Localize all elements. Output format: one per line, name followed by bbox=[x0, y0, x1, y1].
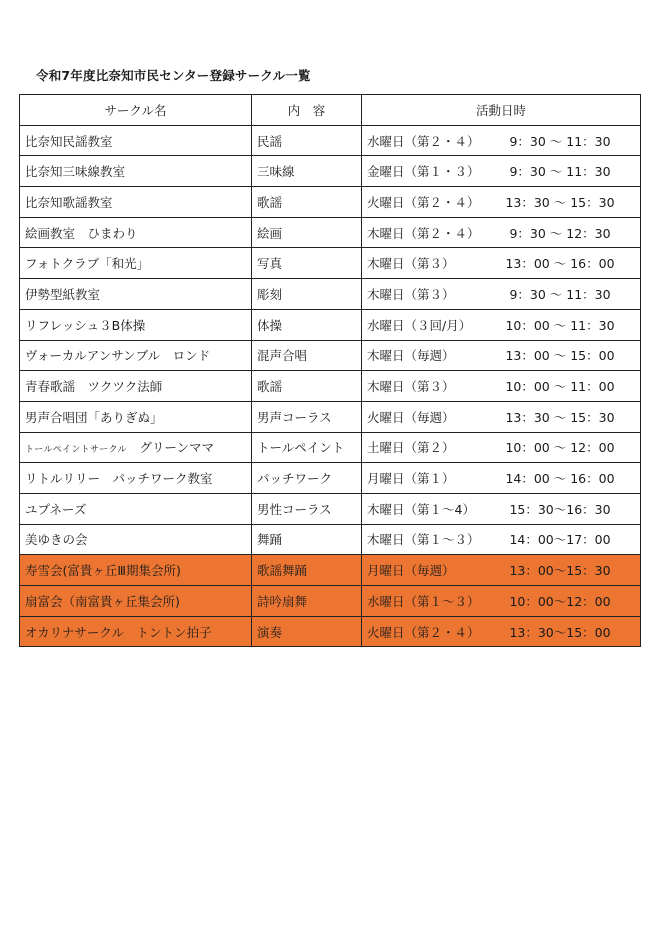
cell-schedule bbox=[362, 156, 641, 187]
cell-schedule bbox=[362, 125, 641, 156]
cell-content: 男性コーラス bbox=[252, 493, 362, 524]
cell-circle-name bbox=[20, 187, 252, 218]
cell-schedule bbox=[362, 279, 641, 310]
schedule-day: 木曜日（毎週） bbox=[367, 348, 455, 364]
circle-table bbox=[19, 94, 641, 647]
table-row bbox=[20, 187, 641, 218]
cell-circle-name bbox=[20, 371, 252, 402]
table-header-row bbox=[20, 95, 641, 126]
circle-name: リトルリリー パッチワーク教室 bbox=[25, 471, 213, 487]
schedule-time: 9：30 ～ 11：30 bbox=[509, 133, 611, 149]
schedule-time: 9：30 ～ 12：30 bbox=[509, 225, 611, 241]
schedule-time: 10：00 ～ 11：00 bbox=[505, 379, 615, 395]
cell-schedule bbox=[362, 432, 641, 463]
header-content: 内 容 bbox=[252, 95, 362, 126]
header-name: サークル名 bbox=[20, 95, 252, 126]
cell-schedule bbox=[362, 248, 641, 279]
table-row bbox=[20, 217, 641, 248]
circle-name: 寿雪会(富貴ヶ丘Ⅲ期集会所) bbox=[25, 563, 181, 579]
cell-circle-name bbox=[20, 524, 252, 555]
schedule-day: 木曜日（第２・４） bbox=[367, 225, 480, 241]
table-row bbox=[20, 524, 641, 555]
header-schedule: 活動日時 bbox=[362, 95, 641, 126]
schedule-time: 13：30 ～ 15：30 bbox=[505, 194, 615, 210]
cell-circle-name bbox=[20, 432, 252, 463]
circle-name: 比奈知三味線教室 bbox=[25, 164, 126, 180]
cell-schedule bbox=[362, 493, 641, 524]
circle-name: ユプネーズ bbox=[25, 501, 87, 517]
cell-circle-name bbox=[20, 555, 252, 586]
cell-circle-name bbox=[20, 125, 252, 156]
schedule-time: 10：00～12：00 bbox=[509, 593, 611, 609]
table-row bbox=[20, 279, 641, 310]
table-row bbox=[20, 463, 641, 494]
cell-content: 演奏 bbox=[252, 616, 362, 647]
schedule-time: 10：00 ～ 11：30 bbox=[505, 317, 615, 333]
circle-name: グリーンママ bbox=[126, 440, 215, 456]
cell-content: 民謡 bbox=[252, 125, 362, 156]
schedule-time: 13：00 ～ 15：00 bbox=[505, 348, 615, 364]
cell-content: 混声合唱 bbox=[252, 340, 362, 371]
circle-name: ヴォーカルアンサンブル ロンド bbox=[25, 348, 211, 364]
schedule-day: 火曜日（第２・４） bbox=[367, 194, 480, 210]
schedule-time: 13：30～15：00 bbox=[509, 624, 611, 640]
schedule-time: 9：30 ～ 11：30 bbox=[509, 164, 611, 180]
cell-schedule bbox=[362, 463, 641, 494]
table-body bbox=[20, 125, 641, 647]
cell-circle-name bbox=[20, 401, 252, 432]
schedule-time: 13：00～15：30 bbox=[509, 563, 611, 579]
circle-name: オカリナサークル トントン拍子 bbox=[25, 624, 212, 640]
cell-schedule bbox=[362, 309, 641, 340]
cell-schedule bbox=[362, 616, 641, 647]
circle-name: 比奈知民謡教室 bbox=[25, 133, 113, 149]
cell-content: 体操 bbox=[252, 309, 362, 340]
cell-content: 詩吟扇舞 bbox=[252, 586, 362, 617]
cell-circle-name bbox=[20, 340, 252, 371]
cell-content: 写真 bbox=[252, 248, 362, 279]
table-row bbox=[20, 125, 641, 156]
cell-content: 歌謡 bbox=[252, 371, 362, 402]
cell-schedule bbox=[362, 371, 641, 402]
schedule-time: 10：00 ～ 12：00 bbox=[505, 440, 615, 456]
cell-content: 絵画 bbox=[252, 217, 362, 248]
schedule-day: 木曜日（第１～３） bbox=[367, 532, 480, 548]
schedule-day: 火曜日（第２・４） bbox=[367, 624, 480, 640]
table-row bbox=[20, 586, 641, 617]
schedule-day: 火曜日（毎週） bbox=[367, 409, 455, 425]
table-row bbox=[20, 401, 641, 432]
schedule-time: 13：30 ～ 15：30 bbox=[505, 409, 615, 425]
table-row bbox=[20, 493, 641, 524]
cell-content: 歌謡舞踊 bbox=[252, 555, 362, 586]
circle-name-prefix: トールペイントサークル bbox=[25, 445, 127, 456]
cell-circle-name bbox=[20, 156, 252, 187]
table-row bbox=[20, 248, 641, 279]
table-row bbox=[20, 555, 641, 586]
cell-content: 男声コーラス bbox=[252, 401, 362, 432]
page-title: 令和7年度比奈知市民センター登録サークル一覧 bbox=[36, 68, 311, 83]
cell-circle-name bbox=[20, 493, 252, 524]
table-row bbox=[20, 616, 641, 647]
cell-circle-name bbox=[20, 616, 252, 647]
circle-name: 青春歌謡 ツクツク法師 bbox=[25, 379, 163, 395]
schedule-day: 木曜日（第３） bbox=[367, 379, 455, 395]
circle-name: 伊勢型紙教室 bbox=[25, 286, 101, 302]
cell-content: 彫刻 bbox=[252, 279, 362, 310]
table-row bbox=[20, 432, 641, 463]
cell-content: パッチワーク bbox=[252, 463, 362, 494]
cell-schedule bbox=[362, 524, 641, 555]
cell-schedule bbox=[362, 217, 641, 248]
cell-circle-name bbox=[20, 279, 252, 310]
cell-content: 歌謡 bbox=[252, 187, 362, 218]
schedule-time: 14：00～17：00 bbox=[509, 532, 611, 548]
table-row bbox=[20, 340, 641, 371]
circle-name: 男声合唱団「ありぎぬ」 bbox=[25, 409, 163, 425]
cell-schedule bbox=[362, 555, 641, 586]
circle-name: 比奈知歌謡教室 bbox=[25, 194, 113, 210]
circle-name: 扇富会（南富貴ヶ丘集会所) bbox=[25, 593, 180, 609]
cell-circle-name bbox=[20, 217, 252, 248]
cell-schedule bbox=[362, 401, 641, 432]
schedule-time: 14：00 ～ 16：00 bbox=[505, 471, 615, 487]
table-row bbox=[20, 156, 641, 187]
schedule-day: 木曜日（第３） bbox=[367, 256, 455, 272]
table-row bbox=[20, 371, 641, 402]
schedule-day: 水曜日（３回/月） bbox=[367, 317, 472, 333]
schedule-day: 月曜日（第１） bbox=[367, 471, 455, 487]
schedule-time: 15：30～16：30 bbox=[509, 501, 611, 517]
cell-circle-name bbox=[20, 463, 252, 494]
circle-name: 美ゆきの会 bbox=[25, 532, 88, 548]
schedule-day: 木曜日（第１～4） bbox=[367, 501, 475, 517]
schedule-day: 金曜日（第１・３） bbox=[367, 164, 480, 180]
schedule-day: 月曜日（毎週） bbox=[367, 563, 455, 579]
circle-name: リフレッシュ３B体操 bbox=[25, 317, 146, 333]
schedule-day: 木曜日（第３） bbox=[367, 286, 455, 302]
cell-content: トールペイント bbox=[252, 432, 362, 463]
cell-schedule bbox=[362, 187, 641, 218]
schedule-day: 土曜日（第２） bbox=[367, 440, 455, 456]
schedule-time: 9：30 ～ 11：30 bbox=[509, 286, 611, 302]
schedule-time: 13：00 ～ 16：00 bbox=[505, 256, 615, 272]
cell-content: 三味線 bbox=[252, 156, 362, 187]
cell-content: 舞踊 bbox=[252, 524, 362, 555]
schedule-day: 水曜日（第２・４） bbox=[367, 133, 480, 149]
schedule-day: 水曜日（第１～３） bbox=[367, 593, 480, 609]
cell-circle-name bbox=[20, 248, 252, 279]
circle-name: 絵画教室 ひまわり bbox=[25, 225, 138, 241]
cell-schedule bbox=[362, 586, 641, 617]
cell-circle-name bbox=[20, 309, 252, 340]
circle-name: フォトクラブ「和光」 bbox=[25, 256, 150, 272]
cell-circle-name bbox=[20, 586, 252, 617]
table-row bbox=[20, 309, 641, 340]
cell-schedule bbox=[362, 340, 641, 371]
